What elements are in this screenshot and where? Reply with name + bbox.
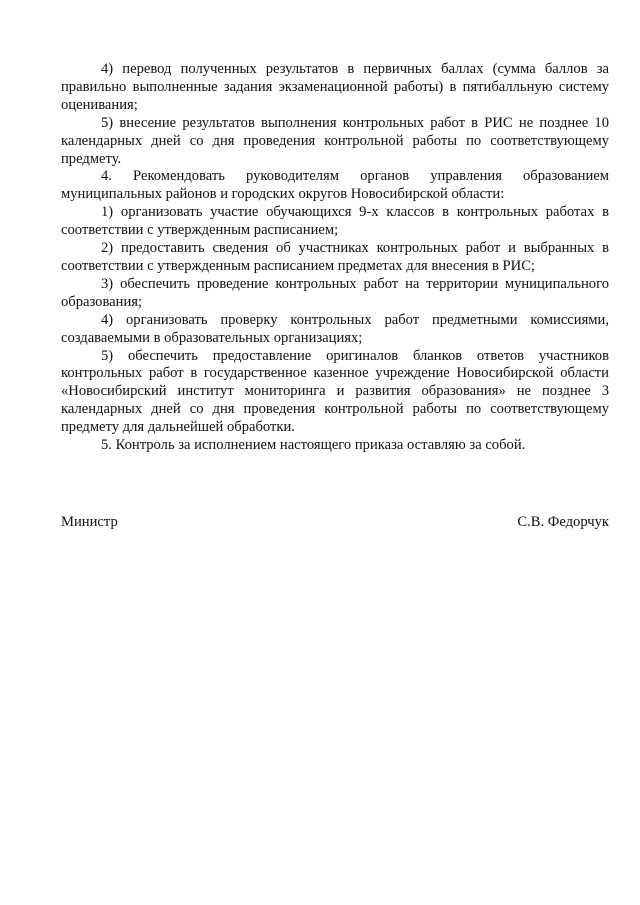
paragraph-item-1-organize: 1) организовать участие обучающихся 9-х классов в контрольных работах в соответствии с утвержденным расписанием; bbox=[61, 204, 609, 239]
paragraph-section-5-control: 5. Контроль за исполнением настоящего приказа оставляю за собой. bbox=[101, 437, 526, 454]
paragraph-item-4-check: 4) организовать проверку контрольных работ предметными комиссиями, создаваемыми в образовательных организациях; bbox=[61, 311, 609, 346]
signatory-name: С.В. Федорчук bbox=[517, 514, 609, 530]
signatory-position: Министр bbox=[61, 514, 118, 530]
document-body bbox=[61, 61, 609, 455]
paragraph-item-3-conduct: 3) обеспечить проведение контрольных работ на территории муниципального образования; bbox=[61, 275, 609, 310]
paragraph-item-4-grading: 4) перевод полученных результатов в первичных баллах (сумма баллов за правильно выполненные задания экзаменационной работы) в пятибалльную систему оценивания; bbox=[61, 61, 609, 113]
paragraph-item-5-submit-forms: 5) обеспечить предоставление оригиналов бланков ответов участников контрольных работ в государственное казенное учреждение Новосибирской области «Новосибирский институт мониторинга и развития образования» не позднее 3 календарных дней со дня проведения контрольной работы по соответствующему предмету для дальнейшей обработки. bbox=[61, 347, 609, 436]
paragraph-item-5-ris-entry: 5) внесение результатов выполнения контрольных работ в РИС не позднее 10 календарных дней со дня проведения контрольной работы по соответствующему предмету. bbox=[61, 114, 609, 167]
signature-block bbox=[61, 514, 609, 532]
paragraph-item-2-provide-info: 2) предоставить сведения об участниках контрольных работ и выбранных в соответствии с утвержденным расписанием предметах для внесения в РИС; bbox=[61, 240, 609, 274]
paragraph-section-4-recommend: 4. Рекомендовать руководителям органов управления образованием муниципальных районов и городских округов Новосибирской области: bbox=[61, 168, 609, 203]
